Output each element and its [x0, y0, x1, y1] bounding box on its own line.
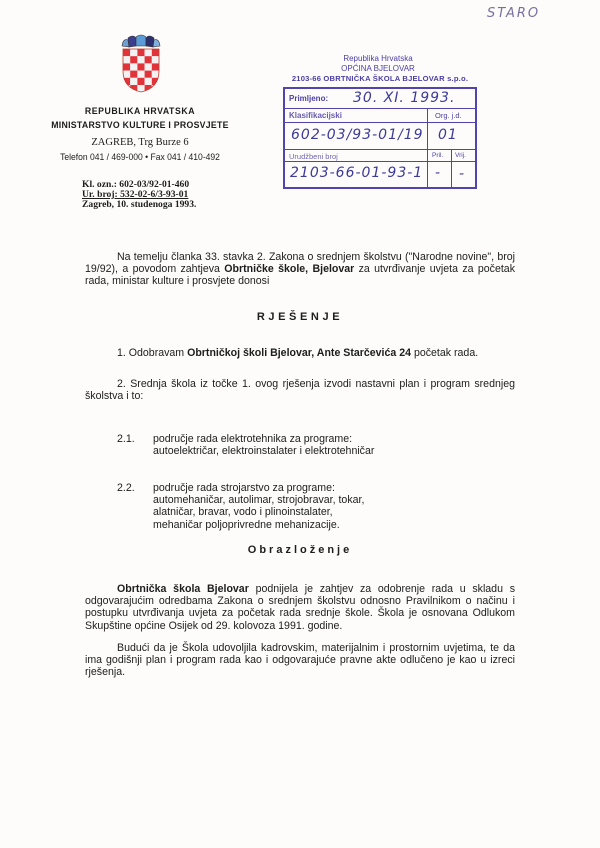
point-1-school: Obrtničkoj školi Bjelovar, Ante Starčevića 24 — [187, 347, 412, 359]
program-item-line: alatničar, bravar, vodo i plinoinstalater, — [153, 506, 333, 519]
intro-text: Na temelju članka 33. stavka 2. Zakona o srednjem školstvu ("Narodne novine", broj 19/92), a povodom zahtjeva — [85, 251, 515, 276]
program-item-line: mehaničar poljoprivredne mehanizacije. — [153, 518, 340, 531]
stamp-pril-label: Pril. — [432, 152, 444, 159]
stamp-header-municipality: OPĆINA BJELOVAR — [341, 64, 415, 73]
stamp-received-label: Primljeno: — [289, 94, 329, 103]
reasoning-heading: Obrazloženje — [247, 544, 353, 556]
point-2-text: 2. Srednja škola iz točke 1. ovog rješenja izvodi nastavni plan i program srednjeg školstva i to: — [85, 378, 515, 403]
stamp-org-unit-label: Org. j.d. — [435, 111, 462, 120]
received-stamp — [283, 87, 477, 189]
stamp-divider — [285, 108, 475, 109]
program-item-number: 2.1. — [117, 433, 135, 445]
reference-place-date: Zagreb, 10. studenoga 1993. — [82, 199, 197, 210]
stamp-divider — [427, 108, 428, 187]
letterhead-contact: Telefon 041 / 469-000 • Fax 041 / 410-492 — [60, 152, 220, 163]
stamp-divider — [285, 161, 475, 162]
stamp-vrij-label: Vrij. — [455, 152, 466, 159]
program-item-number: 2.2. — [117, 482, 135, 494]
intro-paragraph — [85, 251, 515, 288]
stamp-class-value: 602-03/93-01/19 — [291, 127, 424, 143]
stamp-vrij-value: - — [459, 166, 466, 182]
stamp-divider — [285, 122, 475, 123]
stamp-divider — [451, 149, 452, 187]
stamp-reg-label: Urudžbeni broj — [289, 152, 338, 161]
program-item-line: područje rada strojarstvo za programe: — [153, 482, 335, 494]
reasoning-text: Budući da je Škola udovoljila kadrovskim, materijalnim i prostornim uvjetima, te da ima godišnji plan i program rada kao i odgovarajuće pravne akte odlučeno je kao u izreci rješenja. — [85, 642, 515, 679]
letterhead-address: ZAGREB, Trg Burze 6 — [91, 137, 189, 148]
reference-urbroj: Ur. broj: 532-02-6/3-93-01 — [82, 189, 189, 200]
stamp-received-value: 30. XI. 1993. — [353, 90, 456, 106]
decision-point-2 — [85, 378, 515, 402]
croatian-coat-of-arms-icon — [120, 33, 162, 93]
reasoning-paragraph-1 — [85, 583, 515, 632]
decision-heading: RJEŠENJE — [256, 311, 344, 323]
reasoning-school-name: Obrtnička škola Bjelovar — [117, 583, 249, 595]
decision-point-1 — [85, 347, 515, 359]
program-item-line: autoelektričar, elektroinstalater i elektrotehničar — [153, 445, 375, 458]
intro-school-name: Obrtničke škole, Bjelovar — [224, 263, 355, 276]
reasoning-paragraph-2 — [85, 642, 515, 679]
stamp-pril-value: - — [435, 165, 442, 181]
reasoning-text: podnijela je zahtjev za odobrenje rada u skladu s odgovarajućim odredbama Zakona o srednjem školstvu odnosno Pravilnikom o načinu i postupku utvrđivanja uvjeta za početak rada srednje škole. Škola je osnovana Odlukom Skupštine općine Osijek od 29. kolovoza 1991. godine. — [85, 583, 515, 632]
stamp-header-country: Republika Hrvatska — [343, 54, 413, 63]
reference-klasa: Kl. ozn.: 602-03/92-01-460 — [82, 179, 190, 190]
program-item-line: područje rada elektrotehnika za programe: — [153, 433, 353, 445]
letterhead-country: REPUBLIKA HRVATSKA — [84, 106, 196, 117]
stamp-divider — [285, 149, 475, 150]
point-1-text-end: početak rada. — [411, 347, 479, 359]
program-item-line: automehaničar, autolimar, strojobravar, tokar, — [153, 494, 365, 507]
point-1-text: 1. Odobravam — [117, 347, 188, 359]
stamp-header-school: 2103-66 OBRTNIČKA ŠKOLA BJELOVAR s.p.o. — [291, 74, 469, 83]
handwritten-note: STARO — [487, 6, 541, 21]
intro-text-end: za utvrđivanje uvjeta za početak rada, ministar kulture i prosvjete donosi — [85, 263, 515, 288]
stamp-reg-value: 2103-66-01-93-1 — [290, 165, 424, 181]
stamp-class-label: Klasifikacijski — [289, 111, 342, 120]
letterhead-ministry: MINISTARSTVO KULTURE I PROSVJETE — [51, 120, 229, 131]
stamp-org-unit-value: 01 — [438, 127, 458, 143]
